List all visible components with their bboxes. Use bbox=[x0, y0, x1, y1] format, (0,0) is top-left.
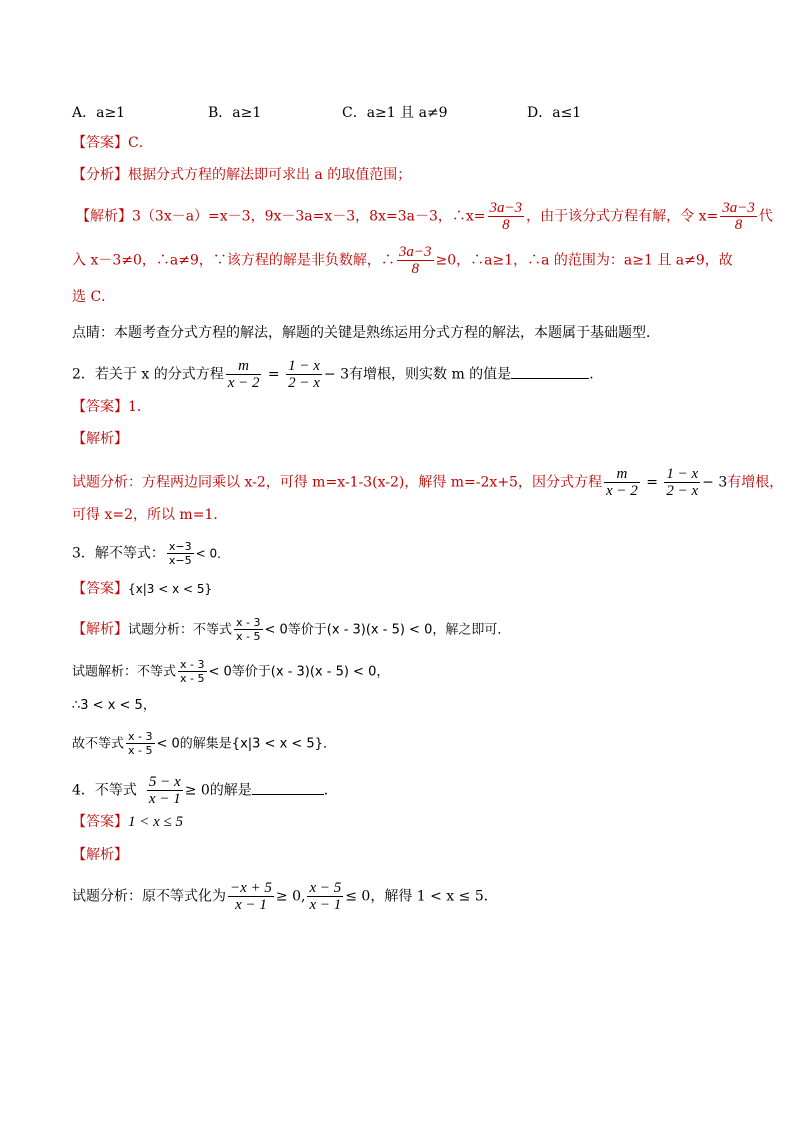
answer-value: 1． bbox=[128, 399, 151, 415]
q1-solution-line-3: 选 C． bbox=[72, 289, 116, 305]
q3-sol-fraction-2: $\frac{x - 3}{x - 5}$ bbox=[180, 658, 205, 685]
fraction-nonneg: $\frac{3a-3}{8}$ bbox=[398, 244, 432, 277]
solution-text-3: 代 bbox=[758, 208, 773, 225]
solution-text-4: 入 x－3≠0，∴a≠9，∵该方程的解是非负数解，∴ bbox=[72, 252, 395, 269]
answer-blank bbox=[252, 780, 324, 795]
answer-value: C． bbox=[128, 135, 153, 151]
q2-sol-lhs-fraction: $\frac{m}{x - 2}$ bbox=[605, 466, 638, 499]
q4-answer-line bbox=[72, 813, 183, 831]
solution-text-2: ，由于该分式方程有解，令 x= bbox=[526, 208, 719, 225]
option-a: A．a≥1 bbox=[72, 105, 126, 121]
q3-answer-line bbox=[72, 580, 212, 598]
option-d: D．a≤1 bbox=[527, 105, 582, 121]
answer-blank bbox=[511, 364, 589, 379]
q1-solution-line-2 bbox=[72, 244, 733, 277]
solution-tag: 【解析】 bbox=[72, 621, 128, 638]
q1-comment: 点睛：本题考查分式方程的解法，解题的关键是熟练运用分式方程的解法，本题属于基础题型． bbox=[72, 325, 660, 341]
solution-text-5: ≥0，∴a≥1，∴a 的范围为：a≥1 且 a≠9，故 bbox=[435, 252, 733, 269]
q3-sol-fraction: $\frac{x - 3}{x - 5}$ bbox=[236, 616, 261, 643]
solution-text-1: 3（3x－a）=x－3，9x－3a=x－3，8x=3a－3，∴x= bbox=[132, 208, 486, 225]
q3-stem: 3．解不等式： $\frac{x-3}{x-5}$ < 0． bbox=[72, 540, 230, 567]
q2-sol-rhs-fraction: $\frac{1 - x}{2 - x}$ bbox=[666, 466, 699, 499]
q1-answer-line bbox=[72, 134, 153, 152]
analysis-tag: 【分析】 bbox=[72, 167, 128, 183]
q4-stem-text: 4．不等式 bbox=[72, 782, 137, 799]
answer-tag: 【答案】 bbox=[72, 135, 128, 151]
q3-stem-text: 3．解不等式： bbox=[72, 545, 165, 562]
q2-lhs-fraction: $\frac{m}{x - 2}$ bbox=[227, 358, 260, 391]
q3-solution-line-4: 故不等式 $\frac{x - 3}{x - 5}$ < 0的解集是{x|3 < x < 5}． bbox=[72, 730, 336, 757]
fraction-x-value-repeat: $\frac{3a-3}{8}$ bbox=[722, 200, 755, 233]
q2-solution-text: 试题分析：方程两边同乘以 x-2，可得 m=x-1-3(x-2)，解得 m=-2x+5，因分式方程 bbox=[72, 474, 602, 491]
answer-tag: 【答案】 bbox=[72, 581, 128, 597]
q3-sol-fraction-3: $\frac{x - 3}{x - 5}$ bbox=[128, 730, 153, 757]
q1-solution-line-1 bbox=[76, 200, 773, 233]
q3-solution-line-3: ∴3 < x < 5， bbox=[72, 698, 156, 713]
answer-tag: 【答案】 bbox=[72, 399, 128, 415]
fraction-x-value: $\frac{3a-3}{8}$ bbox=[489, 200, 523, 233]
option-b: B．a≥1 bbox=[208, 105, 262, 121]
q4-sol-fraction-2: $\frac{x - 5}{x - 1}$ bbox=[309, 880, 342, 913]
answer-value: {x|3 < x < 5} bbox=[128, 582, 213, 596]
q2-stem-text-2: 有增根，则实数 m 的值是 bbox=[349, 366, 512, 383]
q3-fraction: $\frac{x-3}{x-5}$ bbox=[168, 540, 192, 567]
analysis-text: 根据分式方程的解法即可求出 a 的取值范围； bbox=[128, 167, 412, 183]
answer-tag: 【答案】 bbox=[72, 814, 128, 830]
q1-analysis-line bbox=[72, 166, 411, 184]
q4-solution-tag: 【解析】 bbox=[72, 847, 128, 863]
option-c: C．a≥1 且 a≠9 bbox=[342, 105, 448, 121]
q2-solution-line-1: 试题分析：方程两边同乘以 x-2，可得 m=x-1-3(x-2)，解得 m=-2x+5，因分式方程 $\frac{m}{x - 2}$ = $\frac{1 - x}{2 - x}$ − 3有增根， bbox=[72, 466, 784, 499]
q4-solution-text: 试题分析：原不等式化为 bbox=[72, 888, 226, 905]
q2-stem-text: 2．若关于 x 的分式方程 bbox=[72, 366, 224, 383]
q4-sol-fraction-1: $\frac{-x + 5}{x - 1}$ bbox=[230, 880, 272, 913]
q3-solution-line-1: 【解析】试题分析：不等式 $\frac{x - 3}{x - 5}$ < 0等价于(x - 3)(x - 5) < 0，解之即可． bbox=[72, 616, 511, 643]
q2-rhs-fraction: $\frac{1 - x}{2 - x}$ bbox=[288, 358, 320, 391]
q3-solution-line-2: 试题解析：不等式 $\frac{x - 3}{x - 5}$ < 0等价于(x - 3)(x - 5) < 0， bbox=[72, 658, 390, 685]
q2-solution-tag: 【解析】 bbox=[72, 431, 128, 447]
q4-stem: 4．不等式 $\frac{5 - x}{x - 1}$ ≥ 0的解是 ． bbox=[72, 774, 338, 807]
q4-fraction: $\frac{5 - x}{x - 1}$ bbox=[148, 774, 181, 807]
solution-tag: 【解析】 bbox=[76, 208, 132, 225]
q4-solution-line: 试题分析：原不等式化为 $\frac{-x + 5}{x - 1}$ ≥ 0, $\frac{x - 5}{x - 1}$ ≤ 0，解得 1 < x ≤ 5． bbox=[72, 880, 498, 913]
q2-solution-line-2: 可得 x=2，所以 m=1． bbox=[72, 507, 228, 523]
q2-stem: 2．若关于 x 的分式方程 $\frac{m}{x - 2}$ = $\frac{1 - x}{2 - x}$ − 3有增根，则实数 m 的值是 ． bbox=[72, 358, 604, 391]
q2-answer-line bbox=[72, 398, 151, 416]
answer-value: 1 < x ≤ 5 bbox=[128, 814, 184, 830]
